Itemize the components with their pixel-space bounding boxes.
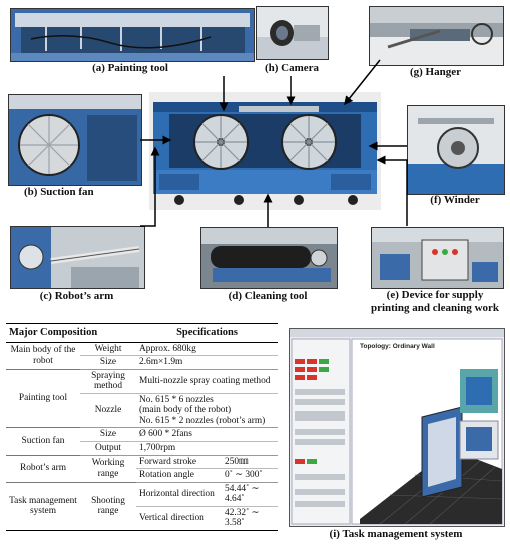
cleaning-tool-photo	[200, 227, 338, 289]
caption-hanger: (g) Hanger	[409, 66, 461, 78]
fan-size-label: Size	[99, 429, 117, 440]
caption-painting-tool: (a) Painting tool	[92, 62, 168, 74]
output-label: Output	[80, 442, 136, 456]
row-suction-fan: Suction fan	[6, 428, 80, 455]
weight-value: Approx. 680kg	[139, 343, 196, 354]
working-range-label: Working range	[80, 455, 136, 482]
vertical-label: Vertical direction	[136, 506, 222, 530]
vertical-value: 42.32˚ ∼ 3.58˚	[222, 506, 278, 530]
caption-robots-arm: (c) Robot’s arm	[39, 290, 114, 302]
nozzle-label: Nozzle	[80, 393, 136, 428]
robot-main-photo	[149, 92, 381, 210]
nozzle-value-3: No. 615 * 2 nozzles (robot’s arm)	[139, 415, 266, 426]
caption-supply-device-2: printing and cleaning work	[370, 302, 500, 314]
painting-tool-photo	[10, 8, 255, 62]
camera-photo	[256, 6, 329, 60]
row-painting-tool: Painting tool	[6, 369, 80, 428]
tms-view-title: Topology: Ordinary Wall	[360, 343, 435, 350]
task-management-screenshot	[289, 328, 505, 527]
supply-device-photo	[371, 227, 504, 289]
robots-arm-photo	[10, 226, 145, 289]
fan-size-value: Ø 600 * 2fans	[139, 429, 192, 440]
hanger-photo	[369, 6, 504, 66]
caption-winder: (f) Winder	[430, 194, 480, 206]
caption-suction-fan: (b) Suction fan	[24, 186, 94, 198]
caption-task-management: (i) Task management system	[329, 528, 463, 540]
row-task-management: Task management system	[6, 482, 80, 530]
winder-photo	[407, 105, 505, 195]
shooting-range-label: Shooting range	[80, 482, 136, 530]
specification-table	[6, 323, 278, 531]
size-label: Size	[80, 356, 136, 370]
size-value: 2.6m×1.9m	[136, 356, 278, 370]
row-robots-arm: Robot’s arm	[6, 455, 80, 482]
nozzle-value	[136, 393, 278, 428]
caption-cleaning-tool: (d) Cleaning tool	[228, 290, 308, 302]
spraying-value: Multi-nozzle spray coating method	[139, 376, 271, 387]
arrow-supply-device	[378, 160, 407, 226]
rotation-value: 0˚ ∼ 300˚	[222, 469, 278, 483]
header-major-composition: Major Composition	[6, 324, 136, 343]
nozzle-value-2: (main body of the robot)	[139, 405, 232, 416]
output-value: 1,700rpm	[136, 442, 278, 456]
row-main-body: Main body of the robot	[6, 342, 80, 369]
header-specifications: Specifications	[136, 324, 278, 343]
caption-camera: (h) Camera	[264, 62, 320, 74]
spraying-label: Spraying method	[91, 370, 125, 392]
forward-stroke-label: Forward stroke	[139, 456, 197, 467]
suction-fan-photo	[8, 94, 142, 186]
horizontal-value: 54.44˚ ∼ 4.64˚	[225, 483, 260, 505]
weight-label: Weight	[94, 343, 122, 354]
rotation-label: Rotation angle	[136, 469, 222, 483]
nozzle-value-1: No. 615 * 6 nozzles	[139, 394, 214, 405]
forward-stroke-value: 250㎜	[225, 456, 249, 467]
horizontal-label: Horizontal direction	[139, 488, 215, 499]
caption-supply-device-1: (e) Device for supply	[386, 289, 484, 301]
